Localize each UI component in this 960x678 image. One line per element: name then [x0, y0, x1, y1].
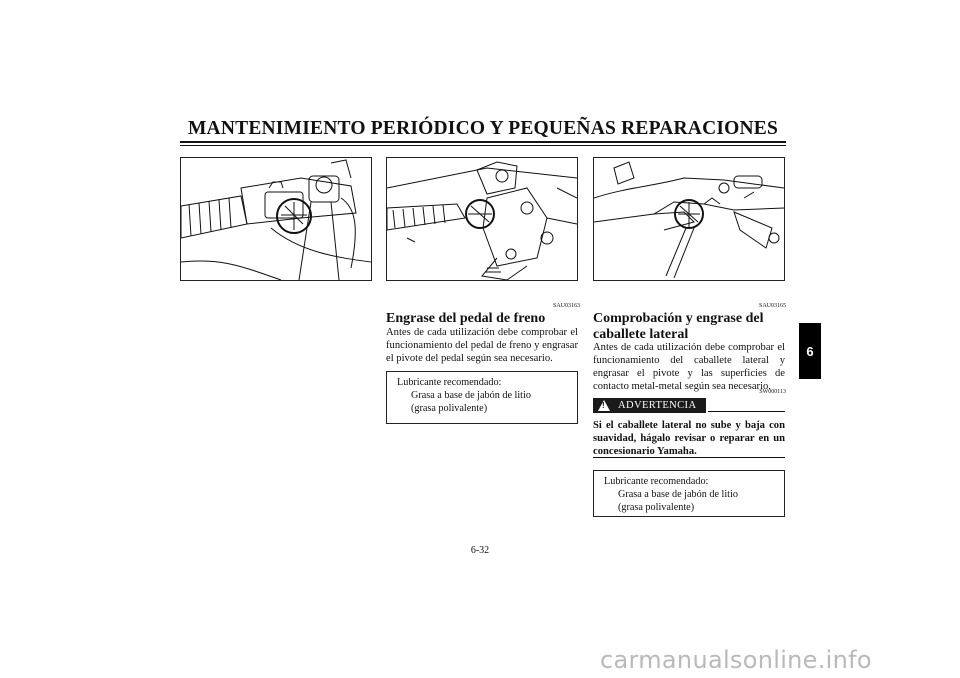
section-code: SAU03165 — [758, 303, 786, 309]
heading-line: caballete lateral — [593, 327, 689, 342]
warning-header — [593, 398, 785, 414]
figure-brake-pedal — [386, 157, 578, 281]
warning-triangle-icon: ! — [598, 400, 610, 411]
lubricant-line: Grasa a base de jabón de litio — [411, 390, 531, 401]
lubricant-box — [593, 470, 785, 517]
lubricant-line: Grasa a base de jabón de litio — [618, 489, 738, 500]
figure-sidestand — [593, 157, 785, 281]
warning-label: ADVERTENCIA — [618, 400, 697, 411]
page-title: MANTENIMIENTO PERIÓDICO Y PEQUEÑAS REPARACIONES — [187, 118, 779, 139]
section-heading-brake-pedal: Engrase del pedal de freno — [386, 311, 546, 326]
body-text-brake-pedal: Antes de cada utilización debe comprobar el funcionamiento del pedal de freno y engrasar el pivote del pedal según sea necesario. — [386, 327, 578, 365]
warning-code: SW000113 — [759, 389, 786, 395]
lubricant-label: Lubricante recomendado: — [397, 377, 502, 388]
lubricant-line: (grasa polivalente) — [411, 403, 488, 414]
lubricant-label: Lubricante recomendado: — [604, 476, 709, 487]
chapter-tab: 6 — [799, 323, 821, 379]
watermark: carmanualsonline.info — [600, 646, 872, 674]
title-rule — [180, 141, 786, 143]
section-code: SAU03163 — [552, 303, 580, 309]
section-heading-sidestand — [593, 311, 785, 343]
warning-rule — [708, 411, 785, 412]
heading-line: Comprobación y engrase del — [593, 311, 764, 326]
body-text-sidestand: Antes de cada utilización debe comprobar el funcionamiento del caballete lateral y engrasar el pivote y las superficies de contacto metal-metal según sea necesario. — [593, 342, 785, 393]
lubricant-box — [386, 371, 578, 424]
figure-handlebar-brake-lever — [180, 157, 372, 281]
warning-end-rule — [593, 457, 785, 458]
title-rule-thin — [180, 145, 786, 146]
lubricant-line: (grasa polivalente) — [618, 502, 695, 513]
warning-text: Si el caballete lateral no sube y baja con suavidad, hágalo revisar o reparar en un concesionario Yamaha. — [593, 420, 785, 458]
warning-badge — [593, 398, 706, 413]
page-number: 6-32 — [470, 545, 490, 556]
